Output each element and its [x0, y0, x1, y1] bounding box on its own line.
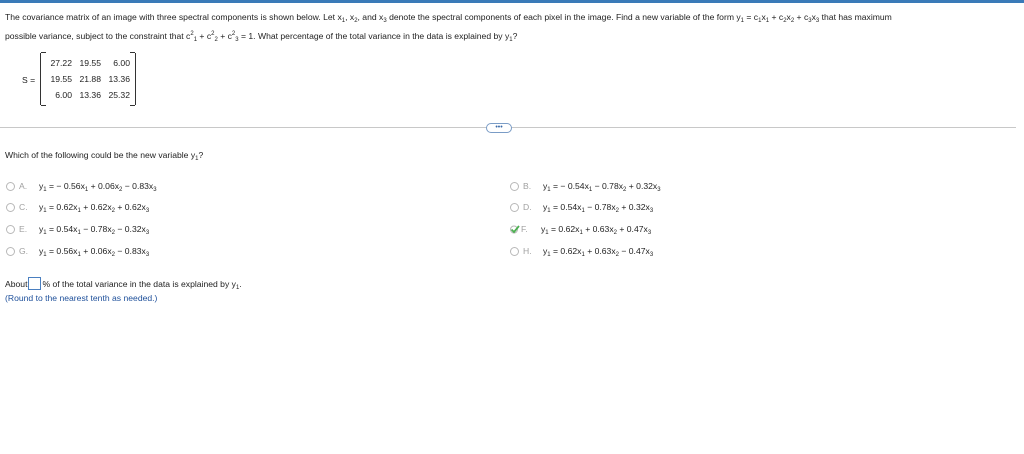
option-letter: G.: [19, 246, 29, 256]
question-line-1: The covariance matrix of an image with three spectral components is shown below. Let $x_1$, $x_2$, and $x_3$ denote the spectral components of each pixel in the image. Find a new variable of the form $y_1 = c_1x_1 + c_2x_2 + c_3x_3$ that has maximum: [5, 12, 892, 24]
option-equation: $y_1 = 0.62x_1 + 0.63x_2 - 0.47x_3$: [543, 246, 654, 258]
option-equation: $y_1 = 0.62x_1 + 0.62x_2 + 0.62x_3$: [39, 202, 150, 214]
matrix-cell: 19.55: [50, 74, 72, 84]
option-b[interactable]: [510, 181, 661, 191]
option-d[interactable]: [510, 202, 653, 212]
options-prompt: Which of the following could be the new variable $y_1$?: [5, 150, 204, 162]
answer-input[interactable]: [28, 277, 41, 290]
option-letter: B.: [523, 181, 532, 191]
option-a[interactable]: [6, 181, 157, 191]
matrix-cell: 19.55: [79, 58, 101, 68]
radio-button[interactable]: [510, 247, 519, 256]
matrix-cell: 13.36: [108, 74, 130, 84]
option-equation: $y_1 = 0.54x_1 - 0.78x_2 + 0.32x_3$: [543, 202, 654, 214]
option-c[interactable]: [6, 202, 149, 212]
option-f[interactable]: [510, 224, 651, 234]
option-g[interactable]: [6, 246, 149, 256]
matrix-cell: 21.88: [79, 74, 101, 84]
rounding-hint: (Round to the nearest tenth as needed.): [5, 293, 158, 303]
option-letter: H.: [523, 246, 532, 256]
matrix-cell: 27.22: [50, 58, 72, 68]
option-equation: $y_1 = 0.54x_1 - 0.78x_2 - 0.32x_3$: [39, 224, 150, 236]
matrix-label: S =: [22, 75, 36, 85]
expand-more-button[interactable]: •••: [486, 123, 512, 133]
radio-button[interactable]: [510, 182, 519, 191]
matrix-cell: 25.32: [108, 90, 130, 100]
option-equation: $y_1$ = − $0.54x_1 - 0.78x_2 + 0.32x_3$: [543, 181, 661, 193]
matrix-cell: 6.00: [55, 90, 72, 100]
option-e[interactable]: [6, 224, 149, 234]
radio-button[interactable]: [6, 203, 15, 212]
option-letter: F.: [521, 224, 528, 234]
matrix-row: [46, 58, 130, 68]
radio-button[interactable]: [6, 225, 15, 234]
top-accent-bar: [0, 0, 1024, 3]
matrix-row: [46, 90, 130, 100]
checkmark-icon: [510, 225, 519, 234]
radio-button[interactable]: [6, 182, 15, 191]
matrix-cell: 6.00: [113, 58, 130, 68]
option-letter: C.: [19, 202, 28, 212]
radio-button[interactable]: [510, 203, 519, 212]
option-letter: E.: [19, 224, 28, 234]
matrix-row: [46, 74, 130, 84]
question-line-2: possible variance, subject to the constraint that $c^2_1 + c^2_2 + c^2_3 = 1$. What percentage of the total variance in the data is explained by $y_1$?: [5, 31, 518, 43]
option-equation: $y_1 = 0.62x_1 + 0.63x_2 + 0.47x_3$: [541, 224, 652, 236]
option-h[interactable]: [510, 246, 653, 256]
covariance-matrix: [40, 53, 136, 105]
radio-button[interactable]: [6, 247, 15, 256]
option-equation: $y_1$ = − $0.56x_1 + 0.06x_2 - 0.83x_3$: [39, 181, 157, 193]
option-letter: D.: [523, 202, 532, 212]
matrix-cell: 13.36: [79, 90, 101, 100]
option-letter: A.: [19, 181, 28, 191]
answer-line: About % of the total variance in the data is explained by $y_1$.: [5, 279, 242, 291]
option-equation: $y_1 = 0.56x_1 + 0.06x_2 - 0.83x_3$: [39, 246, 150, 258]
